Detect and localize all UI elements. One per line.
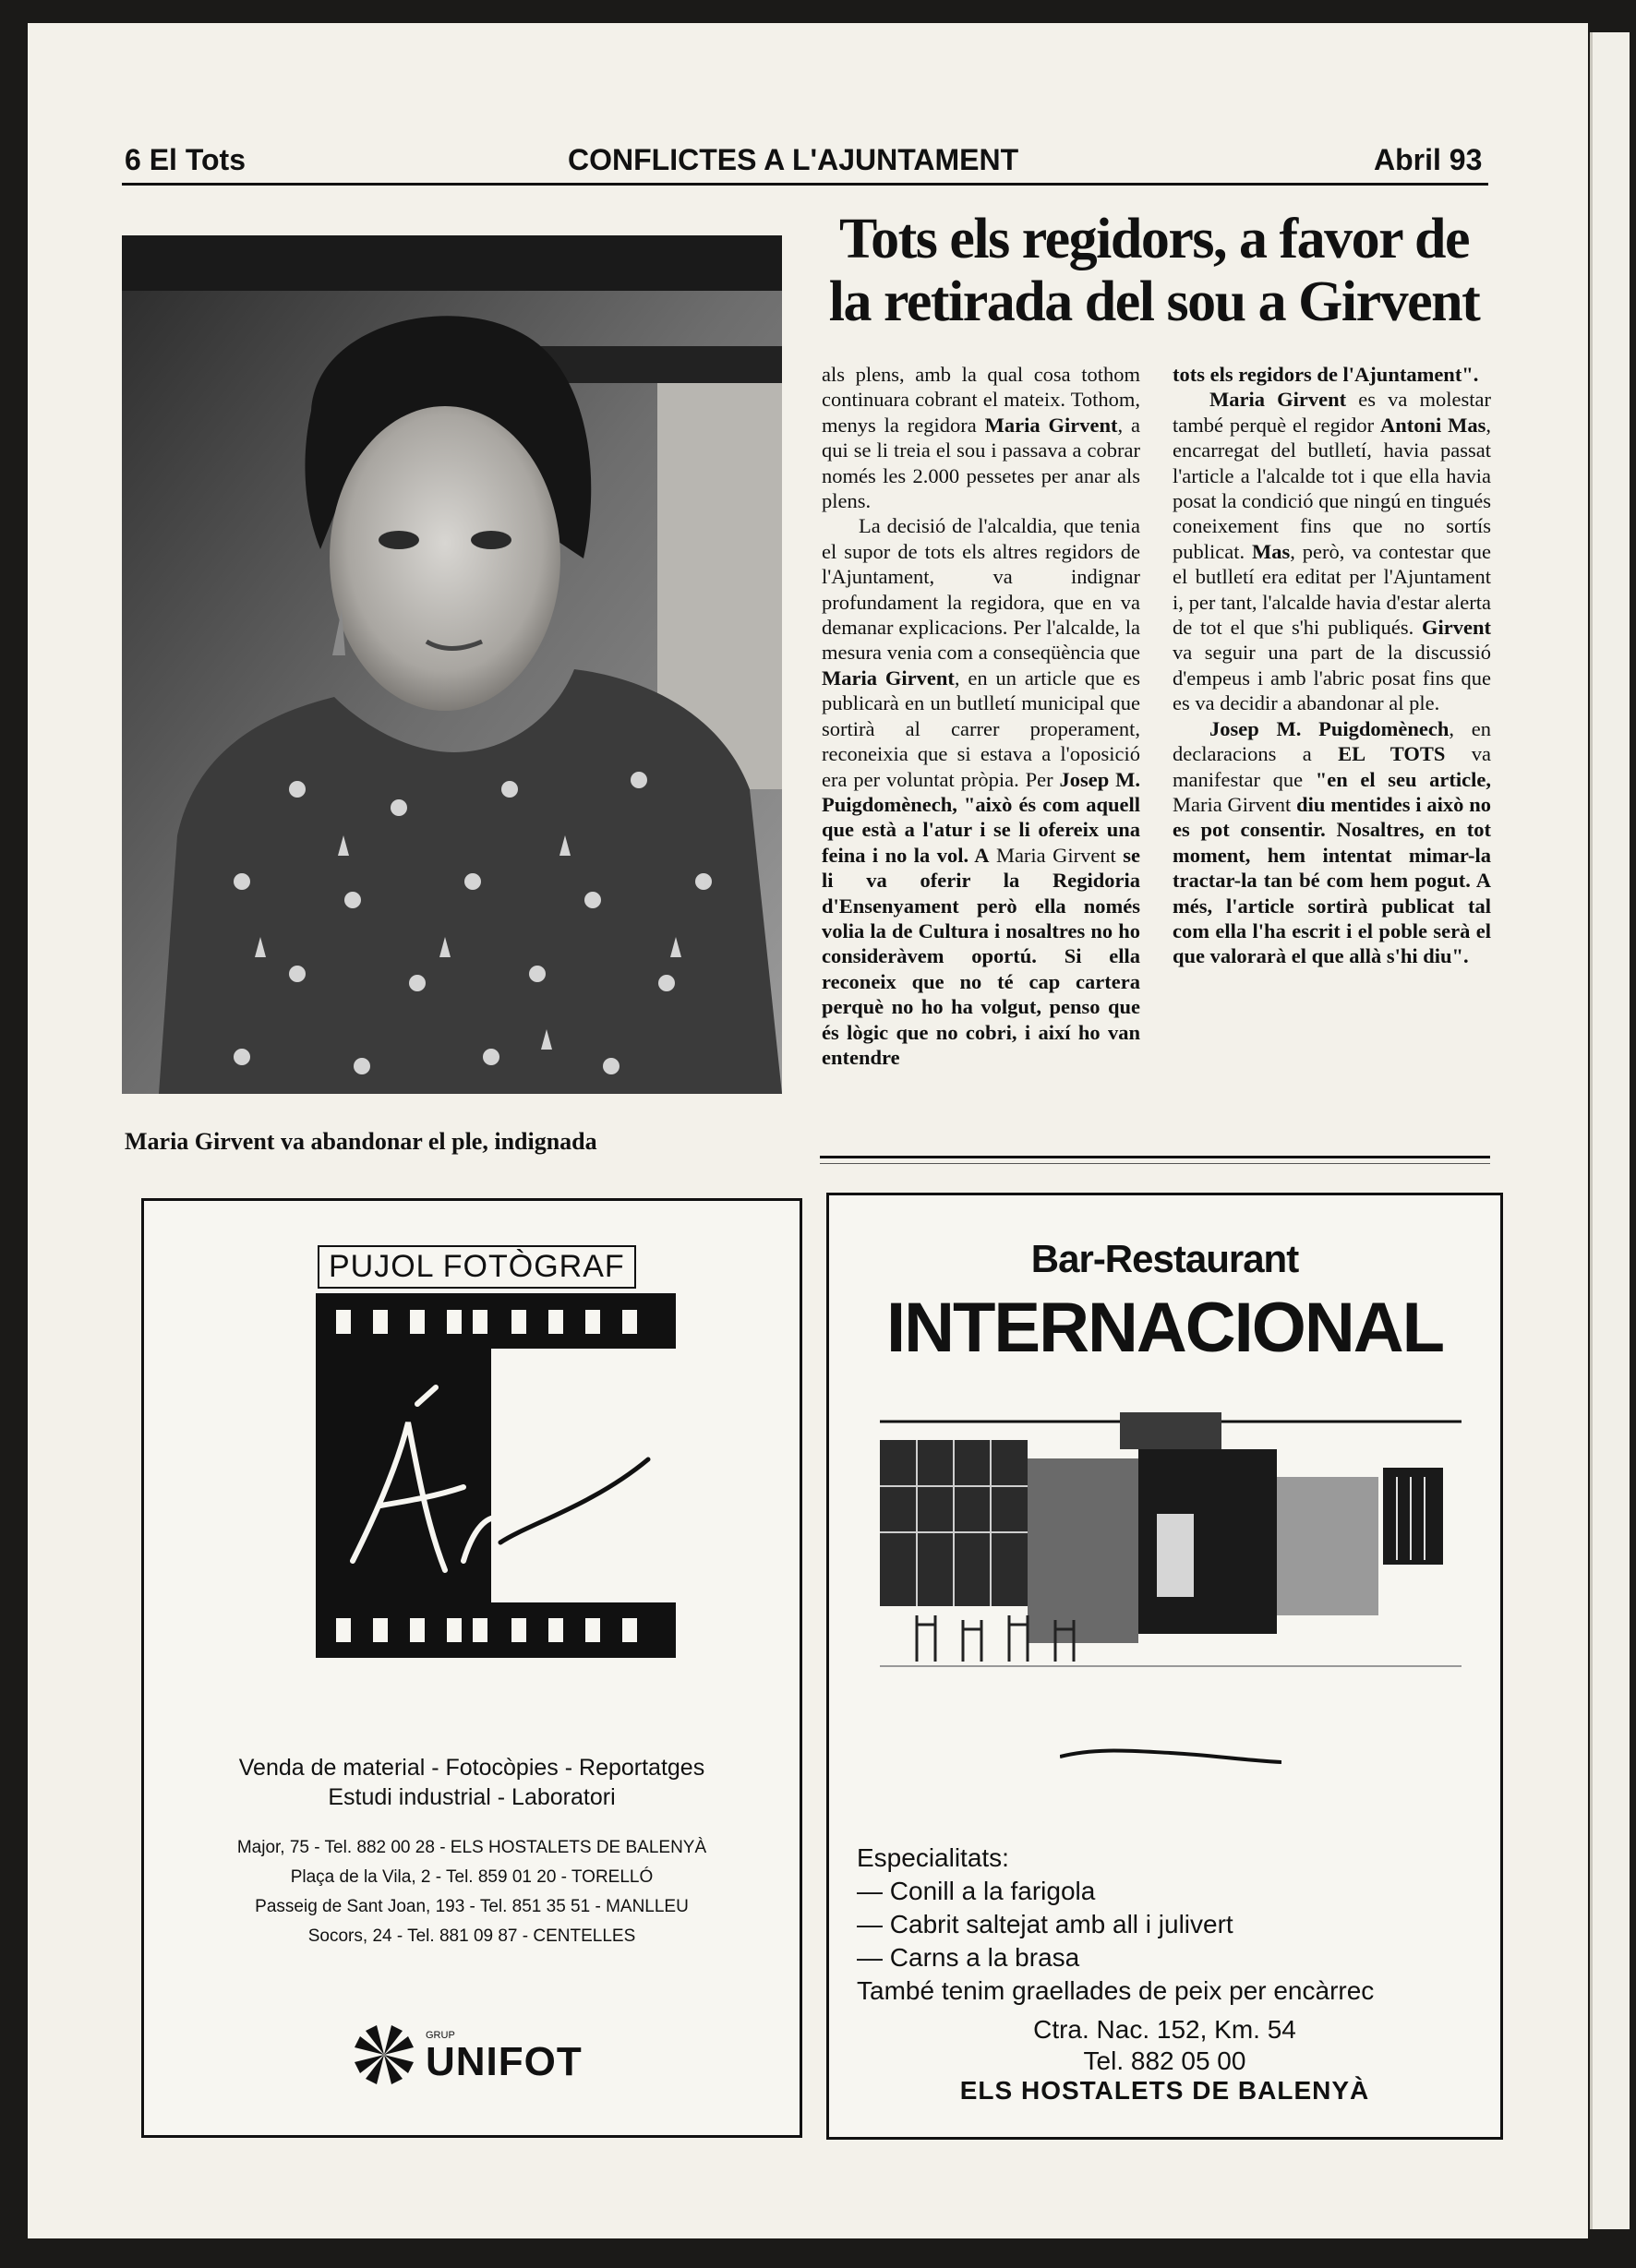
headline-line-2: la retirada del sou a Girvent [828, 270, 1480, 333]
article-column-1 [822, 362, 1140, 1070]
specialities-list [857, 1842, 1374, 2008]
section-divider [820, 1156, 1490, 1158]
advertisement-bar-restaurant [826, 1193, 1503, 2140]
restaurant-facade-image [880, 1403, 1462, 1680]
advertisement-pujol [141, 1198, 802, 2138]
restaurant-town: ELS HOSTALETS DE BALENYÀ [959, 2076, 1370, 2105]
section-divider-thin [820, 1163, 1490, 1164]
portrait-photo-image [122, 235, 782, 1094]
address-3: Passeig de Sant Joan, 193 - Tel. 851 35 51 - MANLLEU [255, 1897, 689, 1916]
unifot-logo [347, 2018, 643, 2092]
specialities-label: Especialitats: [857, 1843, 1009, 1872]
speciality-item: — Cabrit saltejat amb all i julivert [857, 1910, 1233, 1938]
unifot-text: UNIFOT [426, 2039, 583, 2084]
address-1: Major, 75 - Tel. 882 00 28 - ELS HOSTALETS DE BALENYÀ [236, 1838, 707, 1857]
header-rule [122, 183, 1488, 186]
speciality-item: — Conill a la farigola [857, 1877, 1096, 1905]
address-2: Plaça de la Vila, 2 - Tel. 859 01 20 - TORELLÓ [290, 1867, 654, 1887]
paragraph: als plens, amb la qual cosa tothom continuara cobrant el mateix. Tothom, menys la regidora Maria Girvent, a qui se li treia el sou i passava a cobrar només les 2.000 pessetes per anar als plens. [822, 363, 1140, 513]
address-4: Socors, 24 - Tel. 881 09 87 - CENTELLES [307, 1926, 636, 1946]
article-photo [122, 235, 782, 1094]
paragraph: Josep M. Puigdomènech, en declaracions a EL TOTS va manifestar que "en el seu article, Maria Girvent diu mentides i això no es pot consentir. Nosaltres, en tot moment, hem intentat mimar-la tractar-la tan bé com hem pogut. A més, l'article sortirà publicat tal com ella l'ha escrit i el poble serà el que valorarà el que allà s'hi diu". [1173, 716, 1491, 968]
restaurant-phone: Tel. 882 05 00 [1083, 2046, 1246, 2075]
restaurant-road: Ctra. Nac. 152, Km. 54 [1033, 2015, 1296, 2044]
page-spine [1590, 32, 1630, 2229]
headline-line-1: Tots els regidors, a favor de [838, 208, 1470, 270]
ad-title: PUJOL FOTÒGRAF [318, 1245, 636, 1289]
issue-date: Abril 93 [1374, 143, 1483, 176]
restaurant-name: INTERNACIONAL [885, 1289, 1444, 1367]
article-column-2 [1173, 362, 1491, 969]
services-line-2: Estudi industrial - Laboratori [328, 1784, 616, 1810]
paragraph: tots els regidors de l'Ajuntament". [1173, 363, 1479, 386]
ad-title: Bar-Restaurant [1030, 1237, 1299, 1280]
section-title: CONFLICTES A L'AJUNTAMENT [568, 143, 1019, 176]
film-strip-logo [316, 1293, 676, 1658]
unifot-small-text: GRUP [426, 2030, 455, 2041]
headline [812, 208, 1496, 333]
ad-services [144, 1753, 800, 1812]
speciality-item: — Carns a la brasa [857, 1943, 1080, 1972]
services-line-1: Venda de material - Fotocòpies - Reportatges [238, 1755, 705, 1781]
speciality-extra: També tenim graellades de peix per encàrrec [857, 1976, 1375, 2005]
paragraph: La decisió de l'alcaldia, que tenia el supor de tots els altres regidors de l'Ajuntament, va indignar profundament la regidora, que en va demanar explicacions. Per l'alcalde, la mesura venia com a conseqüència que Maria Girvent, en un article que es publicarà en un butlletí municipal que sortirà al carrer properament, reconeixia que si estava a l'oposició era per voluntat pròpia. Per Josep M. Puigdomènech, "això és com aquell que està a l'atur i se li ofereix una feina i no la vol. A Maria Girvent se li va oferir la Regidoria d'Ensenyament però ella només volia la de Cultura i nosaltres no ho consideràvem oportú. Si ella reconeix que no té cap cartera perquè no ho ha volgut, penso que és lògic que no cobri, i així ho van entendre [822, 514, 1141, 1069]
paragraph: Maria Girvent es va molestar també perquè el regidor Antoni Mas, encarregat del butlletí, havia passat l'article a l'alcalde tot i que ella havia posat la condició que ningú en tingués coneixement fins que no sortís publicat. Mas, però, va contestar que el butlletí era editat per l'Ajuntament i, per tant, l'alcalde havia d'estar alerta de tot el que s'hi publiqués. Girvent va seguir una part de la discussió d'empeus i amb l'abric posat fins que es va decidir a abandonar al ple. [1173, 388, 1491, 715]
scribble-mark [1060, 1740, 1281, 1768]
page-number: 6 El Tots [125, 143, 246, 176]
photo-caption: Maria Girvent va abandonar el ple, indignada [125, 1128, 597, 1155]
